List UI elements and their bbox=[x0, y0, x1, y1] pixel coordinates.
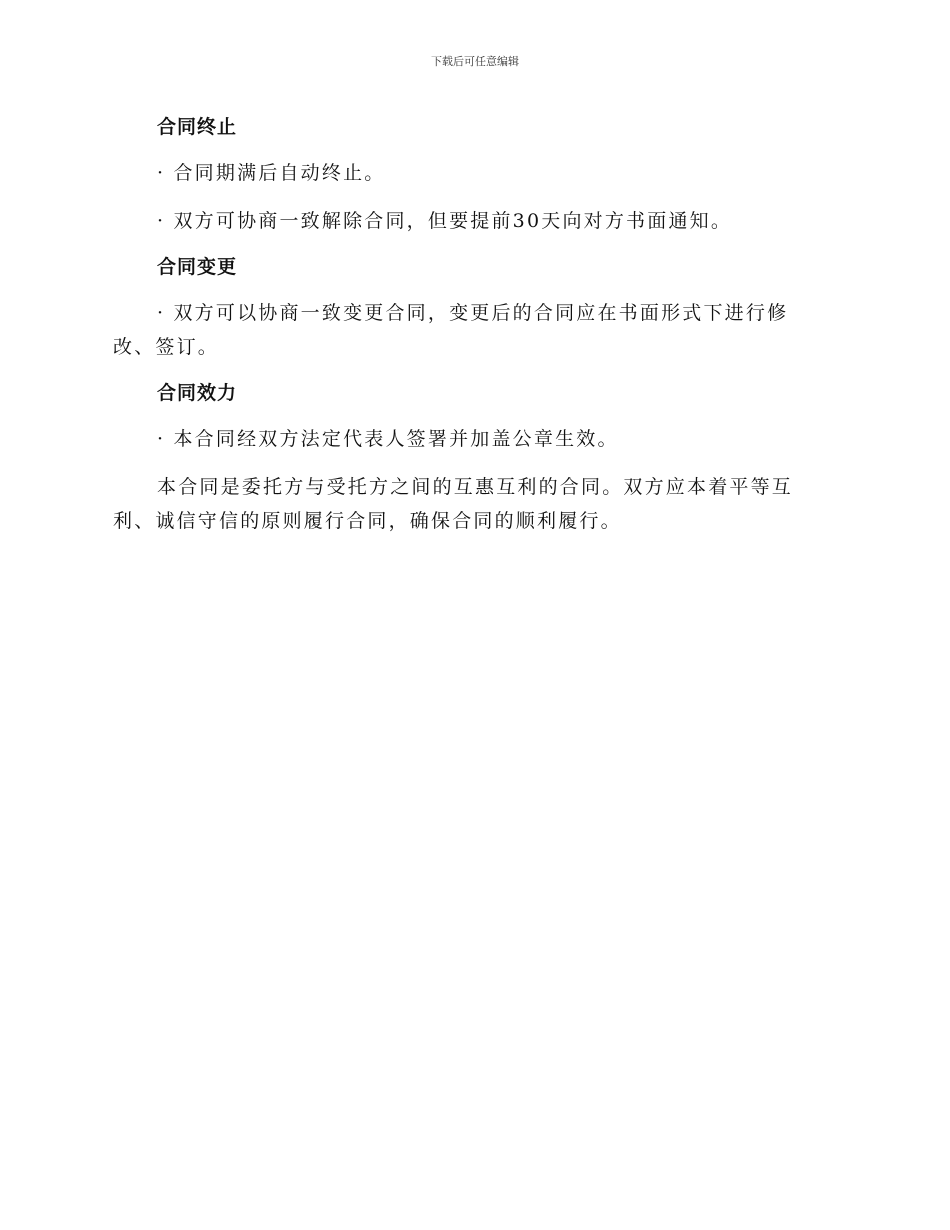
page-header: 下载后可任意编辑 bbox=[431, 55, 519, 68]
section-heading-validity: 合同效力 bbox=[157, 382, 238, 404]
amendment-item-1: · 双方可以协商一致变更合同，变更后的合同应在书面形式下进行修改、签订。 bbox=[113, 302, 789, 358]
termination-item-1: · 合同期满后自动终止。 bbox=[157, 162, 386, 184]
validity-item-1: · 本合同经双方法定代表人签署并加盖公章生效。 bbox=[157, 428, 619, 450]
closing-paragraph: 本合同是委托方与受托方之间的互惠互利的合同。双方应本着平等互利、诚信守信的原则履行合同，确保合同的顺利履行。 bbox=[113, 476, 794, 532]
section-heading-amendment: 合同变更 bbox=[157, 256, 238, 278]
section-heading-termination: 合同终止 bbox=[157, 116, 238, 138]
document-body bbox=[113, 112, 813, 538]
termination-item-2: · 双方可协商一致解除合同，但要提前30天向对方书面通知。 bbox=[157, 210, 733, 232]
